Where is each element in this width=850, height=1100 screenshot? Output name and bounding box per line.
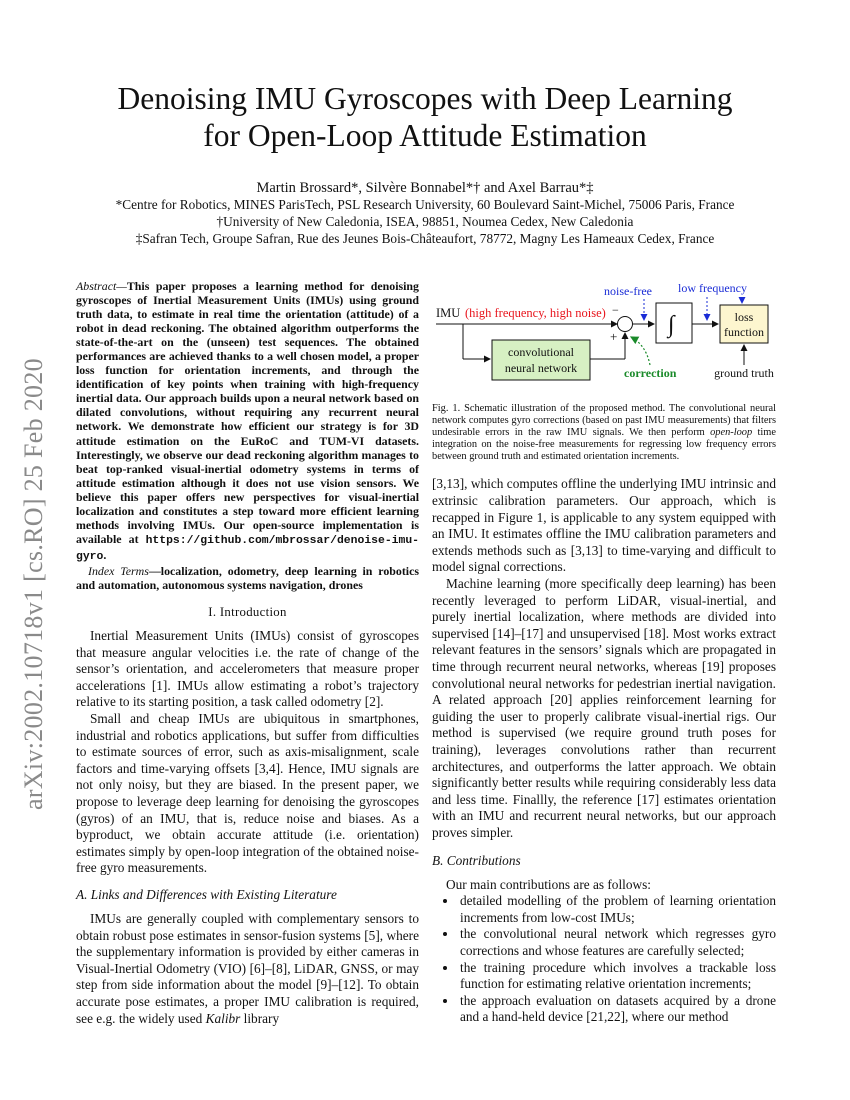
affiliation-3: ‡Safran Tech, Groupe Safran, Rue des Jeunes Bois-Châteaufort, 78772, Magny Les Hameaux Cedex, France	[135, 231, 715, 246]
links-paragraph-1	[76, 911, 419, 1027]
contribution-item: • the approach evaluation on datasets acquired by a drone and a hand-held device [21,22], where our method	[458, 993, 776, 1026]
minus-sign: −	[612, 303, 619, 317]
cnn-label-line-1: convolutional	[508, 345, 574, 359]
abstract	[76, 279, 419, 564]
links-text-end: library	[240, 1010, 280, 1026]
index-terms-lead: Index Terms	[88, 563, 149, 578]
paper-title	[60, 80, 790, 154]
arxiv-stamp: arXiv:2002.10718v1 [cs.RO] 25 Feb 2020	[19, 358, 48, 810]
correction-label: correction	[624, 366, 677, 380]
low-frequency-label: low frequency	[678, 281, 747, 295]
correction-arrow	[631, 337, 650, 365]
contribution-item: • detailed modelling of the problem of learning orientation increments from low-cost IMUs;	[458, 893, 776, 926]
affiliation-2: †University of New Caledonia, ISEA, 98851, Noumea Cedex, New Caledonia	[216, 214, 634, 229]
loss-label-line-1: loss	[734, 310, 754, 324]
contribution-item: • the convolutional neural network which regresses gyro corrections and whose features are carefully selected;	[458, 926, 776, 959]
intro-paragraph-2: Small and cheap IMUs are ubiquitous in smartphones, industrial and robotics applications, but suffer from difficulties to estimate sources of error, such as axis-misalignment, scale factors and time-varying offsets [3,4]. Hence, IMU signals are not only noisy, but they are biased. In the present paper, we propose to leverage deep learning for denoising the gyroscopes (gyros) of an IMU, that is, reduce noise and biases. As a byproduct, we obtain accurate attitude (i.e. orientation) estimates simply by open-loop integration of the obtained noise-free gyro measurements.	[76, 711, 419, 876]
ground-truth-label: ground truth	[714, 366, 774, 380]
code-link[interactable]: https://github.com/mbrossar/denoise-imu-gyro	[76, 534, 419, 563]
subsection-heading-links: A. Links and Differences with Existing Literature	[76, 886, 337, 902]
contributions-list	[432, 893, 776, 1026]
contribution-item: • the training procedure which involves a trackable loss function for estimating relative orientation increments;	[458, 960, 776, 993]
figure-1-diagram	[432, 279, 776, 391]
imu-note: (high frequency, high noise)	[465, 306, 606, 320]
index-terms	[76, 564, 419, 592]
caption-text: Fig. 1. Schematic illustration of the proposed method. The convolutional neural network computes gyro corrections (based on past IMU measurements) that filters undesirable errors in the raw IMU signals. We then perform	[432, 403, 776, 439]
imu-label: IMU	[436, 306, 461, 320]
abstract-end: .	[103, 547, 107, 562]
right-column	[432, 279, 776, 1026]
caption-italic: open-loop	[710, 427, 753, 439]
index-terms-text: —localization, odometry, deep learning in robotics and automation, autonomous systems navigation, drones	[76, 563, 419, 592]
links-text: IMUs are generally coupled with complementary sensors to obtain robust pose estimates in sensor-fusion systems [5], where the supplementary information is provided by either cameras in Visual-Inertial Odometry (VIO) [6]–[8], LiDAR, GNSS, or may step from side information about the model [9]–[12]. To obtain accurate pose estimates, a proper IMU calibration is required, see e.g. the widely used	[76, 910, 419, 1026]
plus-sign: +	[610, 329, 618, 344]
right-paragraph-1: [3,13], which computes offline the underlying IMU intrinsic and extrinsic calibration parameters. Our approach, which is recapped in Figure 1, is applicable to any system equipped with an IMU. It estimates offline the IMU calibration parameters and extends methods such as [3,13] to time-varying and difficult to model signal corrections.	[432, 476, 776, 575]
title-line-1: Denoising IMU Gyroscopes with Deep Learning	[117, 81, 733, 116]
abstract-text: This paper proposes a learning method for denoising gyroscopes of Inertial Measurement Units (IMUs) using ground truth data, to estimate in real time the orientation (attitude) of a robot in dead reckoning. The obtained algorithm outperforms the state-of-the-art on the (unseen) test sequences. The obtained performances are achieved thanks to a well chosen model, a proper loss function for orientation increments, and through the identification of key points when training with high-frequency inertial data. Our approach builds upon a neural network based on dilated convolutions, without requiring any recurrent neural network. We demonstrate how efficient our strategy is for 3D attitude estimation on the EuRoC and TUM-VI datasets. Interestingly, we observe our dead reckoning algorithm manages to beat top-ranked visual-inertial odometry systems in terms of attitude estimation although it does not use vision sensors. We believe this paper offers new perspectives for visual-inertial localization and constitutes a step toward more efficient learning methods involving IMUs. Our open-source implementation is available at	[76, 279, 419, 546]
kalibr-term: Kalibr	[205, 1010, 241, 1026]
left-column	[76, 279, 419, 1027]
author-list: Martin Brossard*, Silvère Bonnabel*† and Axel Barrau*‡	[256, 180, 594, 196]
caption-end: time integration on the noise-free measurements for regressing low frequency errors between ground truth and estimated orientation increments.	[432, 427, 776, 463]
right-paragraph-2: Machine learning (more specifically deep learning) has been recently leveraged to perform LiDAR, visual-inertial, and purely inertial localization, where methods are divided into supervised [14]–[17] and unsupervised [18]. Most works extract relevant features in the sensors’ signals which are propagated in time through recurrent neural networks, whereas [19] proposes convolutional neural networks for pedestrian inertial navigation. A related approach [20] applies reinforcement learning for guiding the user to properly calibrate visual-inertial rigs. Our method is supervised (we require ground truth poses for training), leverages convolutions rather than recurrent architectures, and outperforms the latter approach. We obtain significantly better results while requiring considerably less data and less time. Finallly, the reference [17] estimates orientation with an IMU and recurrent neural networks, but our approach proves simpler.	[432, 576, 776, 840]
subsection-heading-contributions: B. Contributions	[432, 852, 521, 868]
cnn-label-line-2: neural network	[504, 361, 578, 375]
integral-symbol: ∫	[668, 312, 675, 338]
section-heading-introduction: I. Introduction	[208, 605, 287, 620]
abstract-lead: Abstract—	[76, 279, 127, 293]
contributions-intro: Our main contributions are as follows:	[446, 876, 651, 892]
summing-junction	[618, 317, 633, 332]
figure-1-caption	[432, 403, 776, 463]
noise-free-label: noise-free	[604, 284, 652, 298]
intro-paragraph-1: Inertial Measurement Units (IMUs) consist of gyroscopes that measure angular velocities i.e. the rate of change of the sensor’s orientation, and accelerometers that measure proper accelerations [1]. IMUs allow estimating a robot’s trajectory relative to its starting position, a task called odometry [2].	[76, 628, 419, 710]
affiliation-1: *Centre for Robotics, MINES ParisTech, PSL Research University, 60 Boulevard Saint-Michel, 75006 Paris, France	[115, 197, 735, 212]
loss-label-line-2: function	[724, 325, 764, 339]
title-line-2: for Open-Loop Attitude Estimation	[203, 118, 647, 153]
